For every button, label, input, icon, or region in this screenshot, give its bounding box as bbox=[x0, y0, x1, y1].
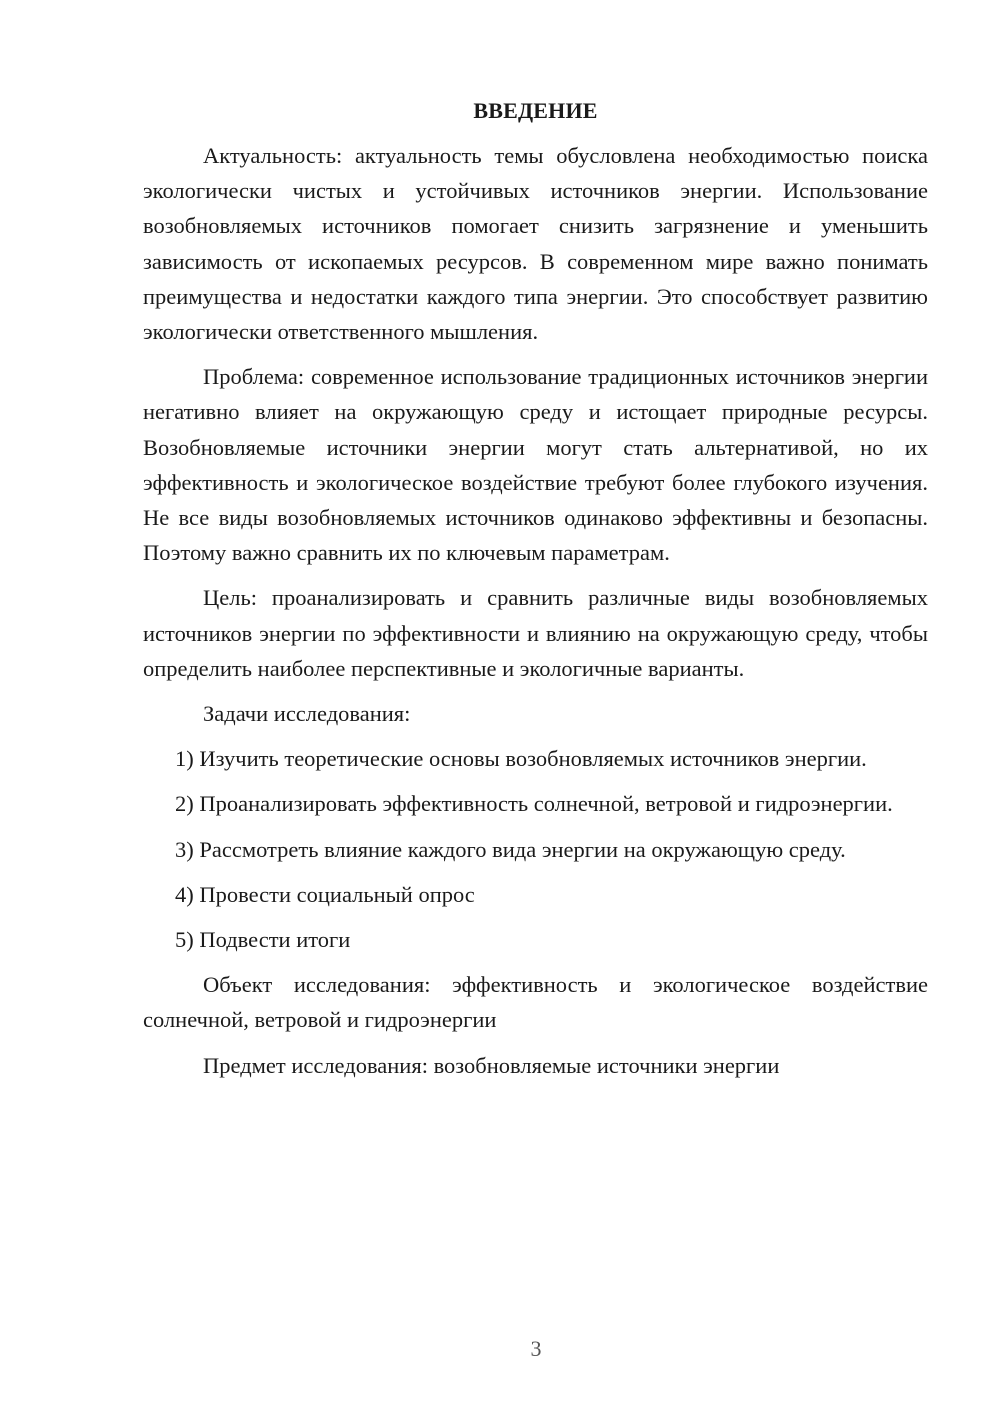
paragraph-goal: Цель: проанализировать и сравнить различные виды возобновляемых источников энергии по эффективности и влиянию на окружающую среду, чтобы определить наиболее перспективные и экологичные варианты. bbox=[143, 585, 928, 681]
page-title: ВВЕДЕНИЕ bbox=[473, 98, 598, 123]
task-item-2: 2) Проанализировать эффективность солнечной, ветровой и гидроэнергии. bbox=[175, 791, 893, 817]
page-content bbox=[143, 93, 928, 1083]
task-item-1: 1) Изучить теоретические основы возобновляемых источников энергии. bbox=[175, 746, 867, 772]
page-number: 3 bbox=[530, 1336, 542, 1361]
paragraph-tasks-title: Задачи исследования: bbox=[203, 701, 411, 727]
paragraph-problem: Проблема: современное использование традиционных источников энергии негативно влияет на окружающую среду и истощает природные ресурсы. Возобновляемые источники энергии могут стать альтернативой, но их эффективность и экологическое воздействие требуют более глубокого изучения. Не все виды возобновляемых источников одинаково эффективны и безопасны. Поэтому важно сравнить их по ключевым параметрам. bbox=[143, 364, 928, 566]
paragraph-object: Объект исследования: эффективность и экологическое воздействие солнечной, ветровой и гидроэнергии bbox=[143, 972, 928, 1033]
paragraph-relevance: Актуальность: актуальность темы обусловлена необходимостью поиска экологически чистых и устойчивых источников энергии. Использование возобновляемых источников помогает снизить загрязнение и уменьшить зависимость от ископаемых ресурсов. В современном мире важно понимать преимущества и недостатки каждого типа энергии. Это способствует развитию экологически ответственного мышления. bbox=[143, 143, 928, 345]
task-item-5: 5) Подвести итоги bbox=[175, 927, 351, 953]
paragraph-subject: Предмет исследования: возобновляемые источники энергии bbox=[203, 1052, 780, 1078]
task-item-3: 3) Рассмотреть влияние каждого вида энергии на окружающую среду. bbox=[175, 836, 846, 862]
task-item-4: 4) Провести социальный опрос bbox=[175, 881, 475, 907]
